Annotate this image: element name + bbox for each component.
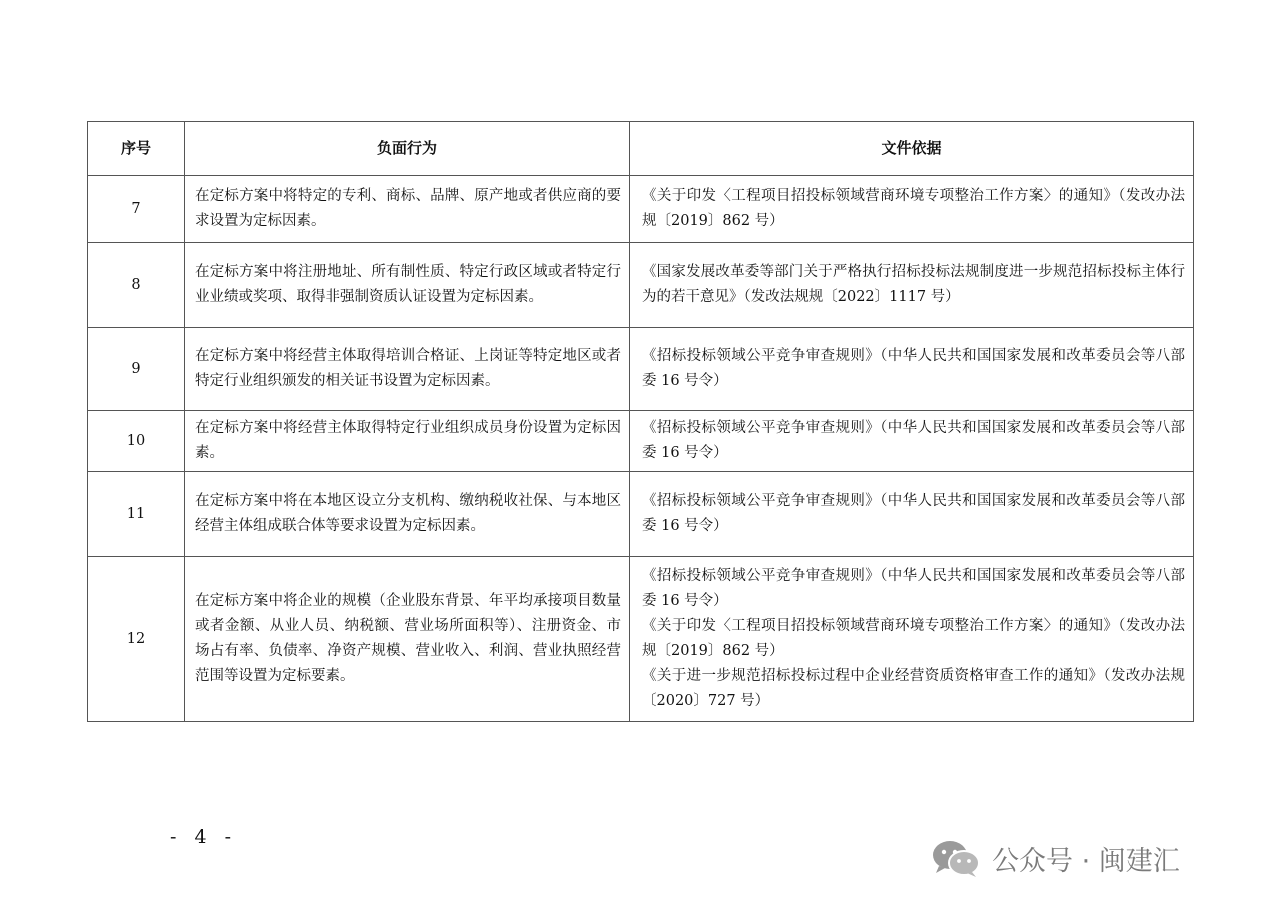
- header-basis: 文件依据: [630, 122, 1194, 176]
- row-basis: [630, 411, 1194, 472]
- row-behavior: 在定标方案中将特定的专利、商标、品牌、原产地或者供应商的要求设置为定标因素。: [185, 176, 630, 243]
- page-number: - 4 -: [170, 826, 238, 848]
- row-number: 10: [88, 411, 185, 472]
- wechat-icon: [930, 838, 982, 878]
- table-row: [88, 472, 1194, 557]
- row-behavior: 在定标方案中将注册地址、所有制性质、特定行政区域或者特定行业业绩或奖项、取得非强制资质认证设置为定标因素。: [185, 243, 630, 328]
- row-basis: [630, 557, 1194, 722]
- row-basis: [630, 243, 1194, 328]
- table-row: [88, 243, 1194, 328]
- basis-document: 《招标投标领域公平竞争审查规则》（中华人民共和国国家发展和改革委员会等八部委 16 号令）: [642, 420, 1185, 461]
- table-header-row: [88, 122, 1194, 176]
- basis-document: 《关于进一步规范招标投标过程中企业经营资质资格审查工作的通知》（发改办法规〔2020〕727 号）: [642, 668, 1185, 709]
- account-watermark: [930, 838, 1180, 878]
- row-number: 9: [88, 328, 185, 411]
- table-row: [88, 176, 1194, 243]
- table-row: [88, 411, 1194, 472]
- basis-document: 《关于印发〈工程项目招投标领域营商环境专项整治工作方案〉的通知》（发改办法规〔2019〕862 号）: [642, 618, 1185, 659]
- basis-document: 《国家发展改革委等部门关于严格执行招标投标法规制度进一步规范招标投标主体行为的若干意见》（发改法规规〔2022〕1117 号）: [642, 264, 1185, 305]
- basis-document: 《关于印发〈工程项目招投标领域营商环境专项整治工作方案〉的通知》（发改办法规〔2019〕862 号）: [642, 188, 1185, 229]
- regulation-table: [87, 121, 1194, 722]
- row-behavior: 在定标方案中将经营主体取得培训合格证、上岗证等特定地区或者特定行业组织颁发的相关证书设置为定标因素。: [185, 328, 630, 411]
- row-behavior: 在定标方案中将经营主体取得特定行业组织成员身份设置为定标因素。: [185, 411, 630, 472]
- table-row: [88, 557, 1194, 722]
- row-number: 12: [88, 557, 185, 722]
- row-basis: [630, 328, 1194, 411]
- row-behavior: 在定标方案中将在本地区设立分支机构、缴纳税收社保、与本地区经营主体组成联合体等要求设置为定标因素。: [185, 472, 630, 557]
- basis-document: 《招标投标领域公平竞争审查规则》（中华人民共和国国家发展和改革委员会等八部委 16 号令）: [642, 493, 1185, 534]
- basis-document: 《招标投标领域公平竞争审查规则》（中华人民共和国国家发展和改革委员会等八部委 16 号令）: [642, 348, 1185, 389]
- row-number: 8: [88, 243, 185, 328]
- row-number: 7: [88, 176, 185, 243]
- basis-document: 《招标投标领域公平竞争审查规则》（中华人民共和国国家发展和改革委员会等八部委 16 号令）: [642, 568, 1185, 609]
- row-basis: [630, 176, 1194, 243]
- header-behavior: 负面行为: [185, 122, 630, 176]
- row-basis: [630, 472, 1194, 557]
- header-no: 序号: [88, 122, 185, 176]
- table-row: [88, 328, 1194, 411]
- watermark-text: 公众号 · 闽建汇: [992, 845, 1180, 877]
- row-number: 11: [88, 472, 185, 557]
- row-behavior: 在定标方案中将企业的规模（企业股东背景、年平均承接项目数量或者金额、从业人员、纳税额、营业场所面积等）、注册资金、市场占有率、负债率、净资产规模、营业收入、利润、营业执照经营范围等设置为定标要素。: [185, 557, 630, 722]
